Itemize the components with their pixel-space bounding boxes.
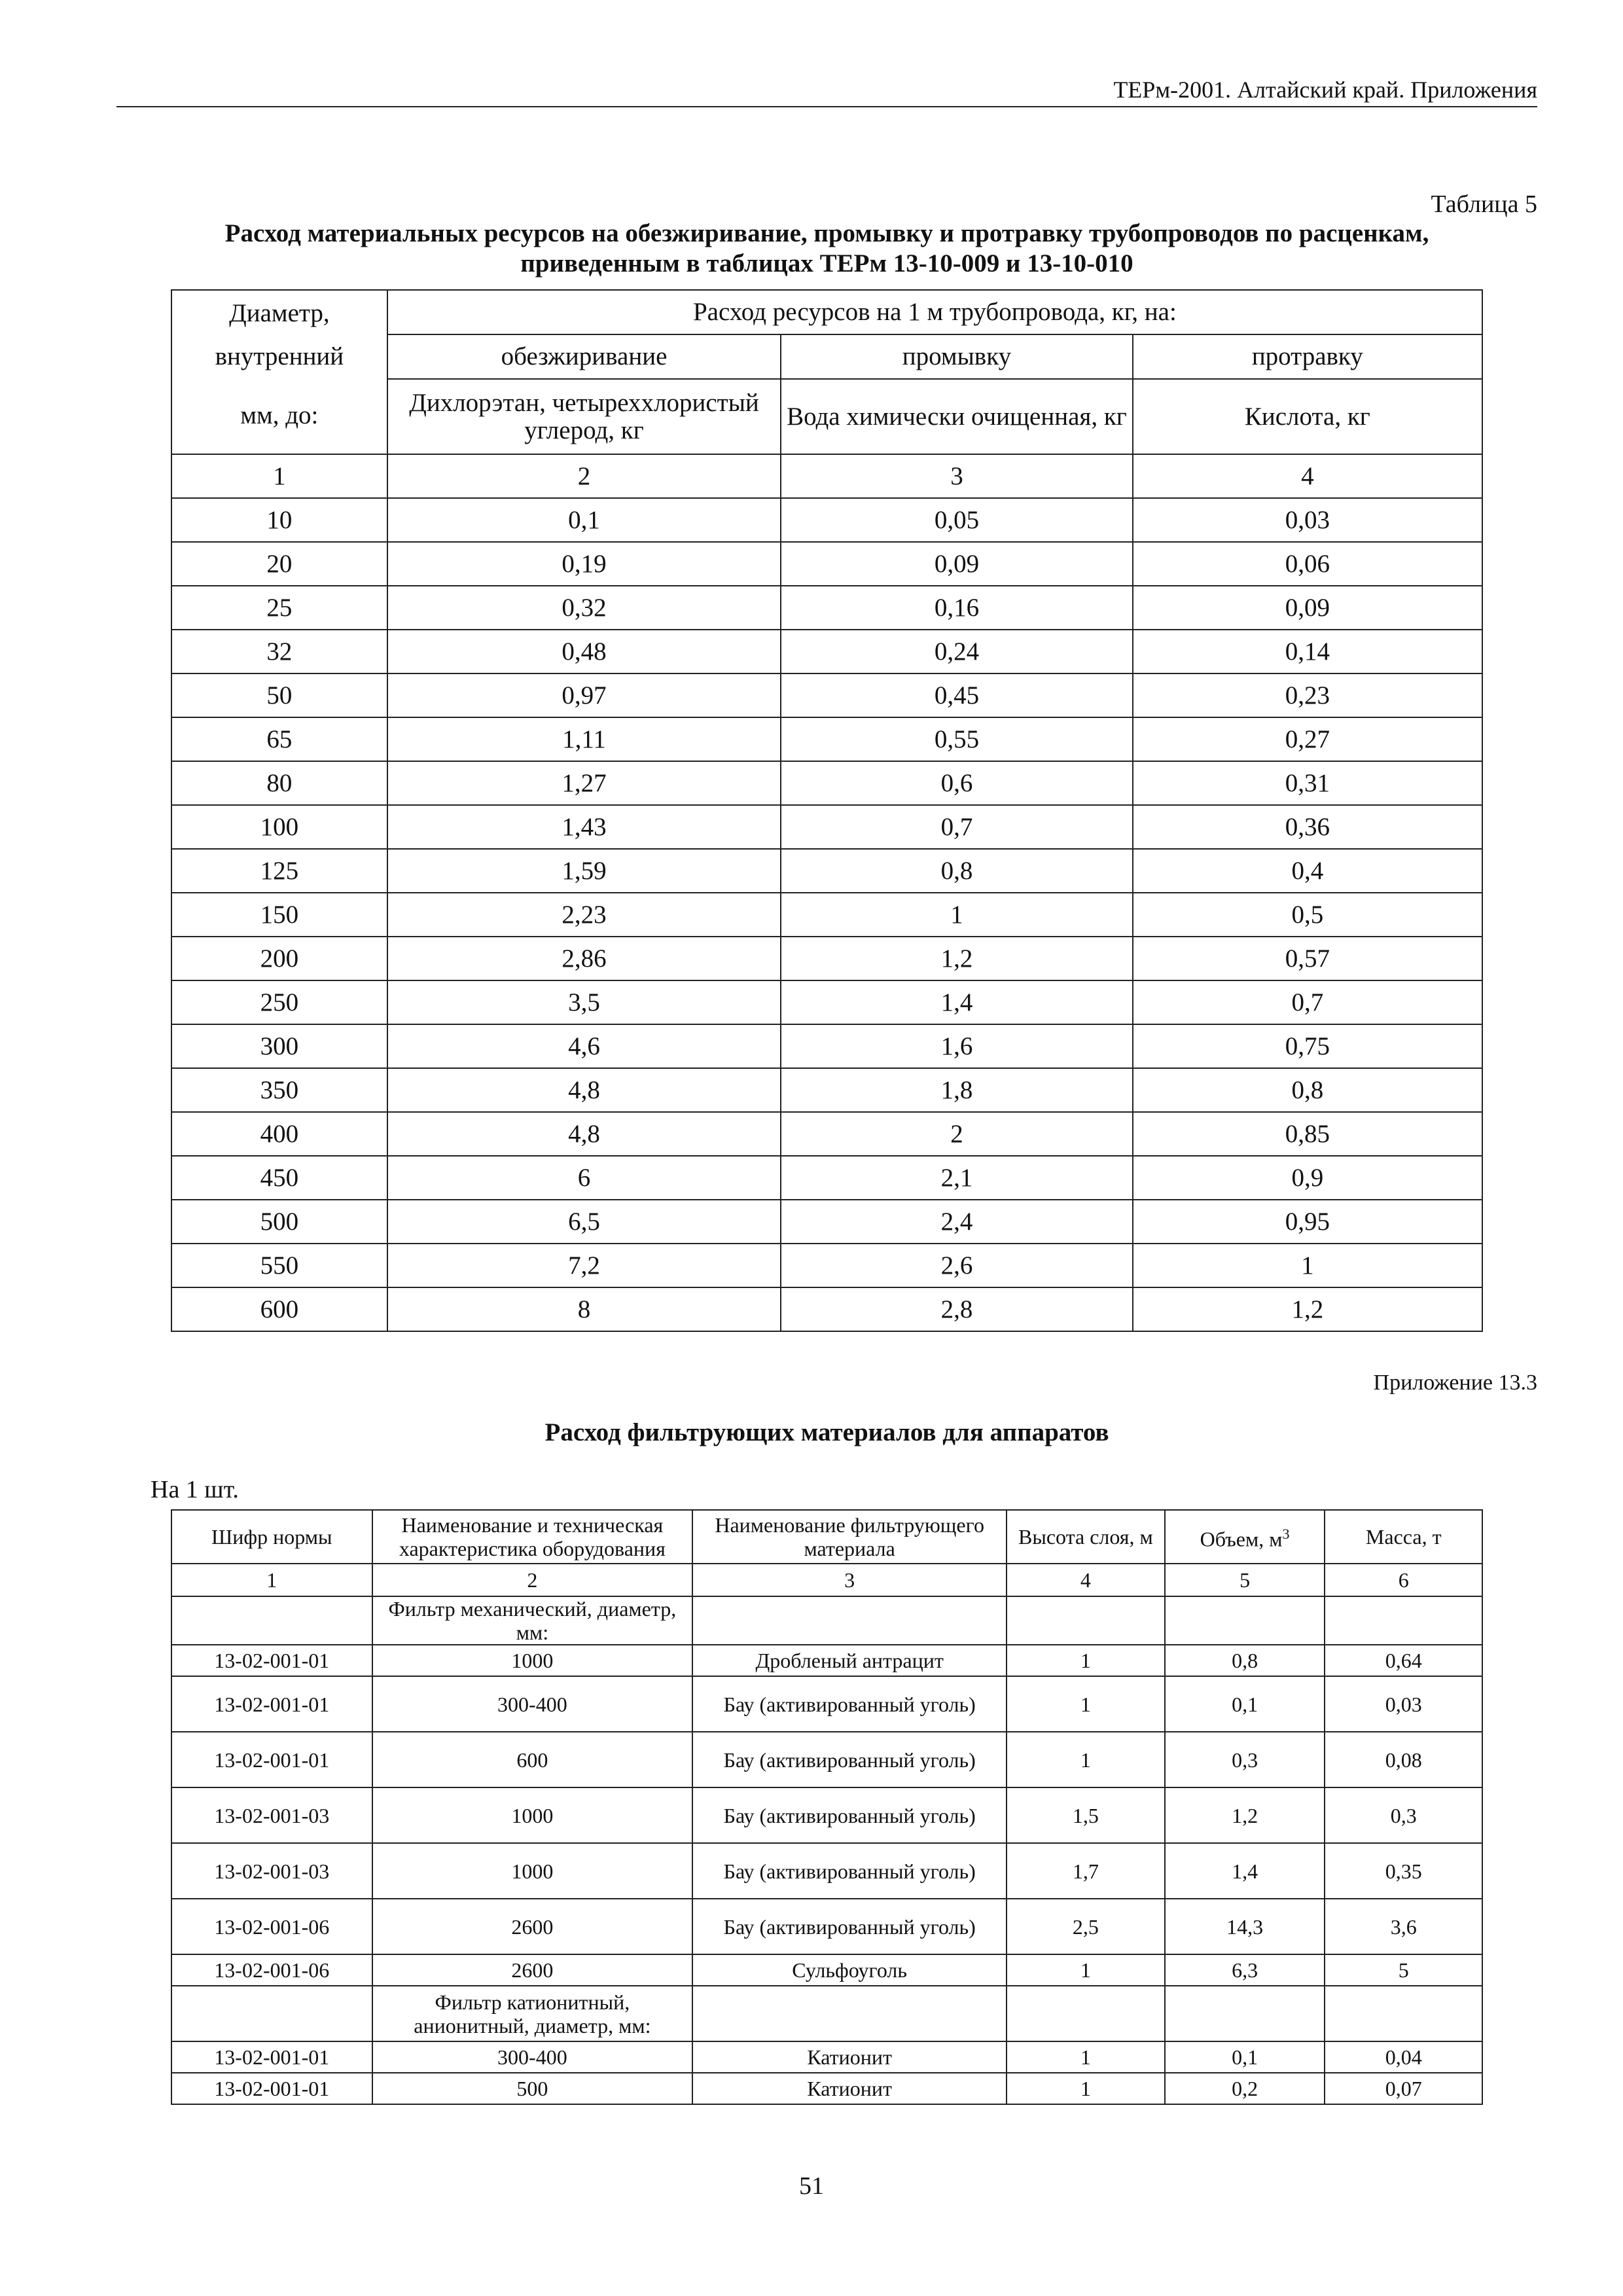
degreasing-cell: 0,97 (387, 673, 781, 717)
equipment-cell: 1000 (372, 1645, 693, 1676)
mass-cell: 0,04 (1325, 2041, 1482, 2073)
degreasing-cell: 0,48 (387, 630, 781, 673)
height-cell: 1 (1007, 1732, 1165, 1787)
appendix-label: Приложение 13.3 (1373, 1371, 1537, 1395)
height-cell: 1,5 (1007, 1787, 1165, 1843)
etching-cell: 1 (1133, 1244, 1482, 1287)
etching-cell: 0,36 (1133, 805, 1482, 849)
column-number: 6 (1325, 1564, 1482, 1596)
table-row (171, 717, 1482, 761)
equipment-cell: 300-400 (372, 2041, 693, 2073)
column-number: 4 (1007, 1564, 1165, 1596)
degreasing-cell: 2,23 (387, 893, 781, 937)
code-cell: 13-02-001-06 (171, 1899, 372, 1954)
equipment-cell: 1000 (372, 1787, 693, 1843)
table-row (171, 1732, 1482, 1787)
column-number: 2 (372, 1564, 693, 1596)
volume-header (1165, 1510, 1325, 1564)
table-row (171, 1112, 1482, 1156)
column-number: 4 (1133, 454, 1482, 498)
empty-cell (1007, 1596, 1165, 1645)
equipment-cell: 1000 (372, 1843, 693, 1899)
height-cell: 1 (1007, 2041, 1165, 2073)
diameter-cell: 350 (171, 1068, 387, 1112)
etching-cell: 0,5 (1133, 893, 1482, 937)
equipment-cell: 600 (372, 1732, 693, 1787)
table-row (171, 2073, 1482, 2104)
etching-cell: 0,57 (1133, 937, 1482, 980)
etching-cell: 0,14 (1133, 630, 1482, 673)
table-row (171, 586, 1482, 630)
section-row (171, 1986, 1482, 2041)
etching-cell: 0,06 (1133, 542, 1482, 586)
column-number: 3 (692, 1564, 1007, 1596)
diameter-header-line: мм, до: (240, 401, 319, 429)
table5-title-line1: Расход материальных ресурсов на обезжиривание, промывку и протравку трубопроводов по расценкам, (224, 219, 1429, 247)
height-cell: 1 (1007, 1676, 1165, 1732)
table-row (171, 849, 1482, 893)
degreasing-cell: 8 (387, 1287, 781, 1331)
volume-cell: 0,1 (1165, 1676, 1325, 1732)
height-cell: 1 (1007, 1645, 1165, 1676)
diameter-cell: 50 (171, 673, 387, 717)
table2-header-row (171, 1510, 1482, 1564)
diameter-header-line: внутренний (215, 342, 344, 370)
flushing-header: промывку (781, 334, 1132, 379)
mass-header: Масса, т (1325, 1510, 1482, 1564)
material-cell: Бау (активированный уголь) (692, 1899, 1007, 1954)
flushing-cell: 2,6 (781, 1244, 1132, 1287)
degreasing-cell: 0,32 (387, 586, 781, 630)
height-cell: 1,7 (1007, 1843, 1165, 1899)
table-row (171, 980, 1482, 1024)
flushing-cell: 0,45 (781, 673, 1132, 717)
table-row (171, 498, 1482, 542)
etching-cell: 0,23 (1133, 673, 1482, 717)
volume-cell: 0,8 (1165, 1645, 1325, 1676)
empty-cell (171, 1986, 372, 2041)
height-cell: 1 (1007, 1954, 1165, 1986)
table-row (171, 1645, 1482, 1676)
diameter-cell: 10 (171, 498, 387, 542)
degreasing-cell: 3,5 (387, 980, 781, 1024)
column-number: 1 (171, 454, 387, 498)
empty-cell (692, 1596, 1007, 1645)
degreasing-cell: 7,2 (387, 1244, 781, 1287)
equipment-header: Наименование и техническая характеристика оборудования (372, 1510, 693, 1564)
empty-cell (1165, 1986, 1325, 2041)
mass-cell: 0,07 (1325, 2073, 1482, 2104)
height-cell: 1 (1007, 2073, 1165, 2104)
etching-header: протравку (1133, 334, 1482, 379)
etching-material-header: Кислота, кг (1133, 379, 1482, 454)
volume-header-text: Объем, м (1200, 1527, 1283, 1551)
unit-note: На 1 шт. (151, 1476, 239, 1503)
flushing-material-header: Вода химически очищенная, кг (781, 379, 1132, 454)
table-row (171, 2041, 1482, 2073)
etching-cell: 0,09 (1133, 586, 1482, 630)
volume-cell: 1,4 (1165, 1843, 1325, 1899)
table-row (171, 1156, 1482, 1200)
volume-cell: 6,3 (1165, 1954, 1325, 1986)
empty-cell (1165, 1596, 1325, 1645)
table-row (171, 937, 1482, 980)
diameter-header-line: Диаметр, (229, 299, 330, 327)
column-number: 3 (781, 454, 1132, 498)
diameter-cell: 300 (171, 1024, 387, 1068)
table2-column-numbers-row (171, 1564, 1482, 1596)
mass-cell: 0,35 (1325, 1843, 1482, 1899)
degreasing-cell: 4,6 (387, 1024, 781, 1068)
flushing-cell: 1 (781, 893, 1132, 937)
degreasing-cell: 0,19 (387, 542, 781, 586)
table5 (171, 289, 1483, 1332)
diameter-cell: 500 (171, 1200, 387, 1244)
table-row (171, 673, 1482, 717)
flushing-cell: 1,4 (781, 980, 1132, 1024)
degreasing-cell: 0,1 (387, 498, 781, 542)
table5-title-line2: приведенным в таблицах ТЕРм 13-10-009 и 13-10-010 (520, 249, 1133, 278)
code-cell: 13-02-001-03 (171, 1787, 372, 1843)
flushing-cell: 0,8 (781, 849, 1132, 893)
empty-cell (1325, 1596, 1482, 1645)
material-cell: Бау (активированный уголь) (692, 1843, 1007, 1899)
volume-cell: 0,3 (1165, 1732, 1325, 1787)
diameter-cell: 150 (171, 893, 387, 937)
running-header-text: ТЕРм-2001. Алтайский край. Приложения (1113, 77, 1537, 103)
diameter-cell: 125 (171, 849, 387, 893)
table-row (171, 1899, 1482, 1954)
degreasing-material-header: Дихлорэтан, четыреххлористый углерод, кг (387, 379, 781, 454)
degreasing-cell: 6,5 (387, 1200, 781, 1244)
table-row (171, 1954, 1482, 1986)
flushing-cell: 1,6 (781, 1024, 1132, 1068)
height-cell: 2,5 (1007, 1899, 1165, 1954)
code-cell: 13-02-001-06 (171, 1954, 372, 1986)
flushing-cell: 0,6 (781, 761, 1132, 805)
mass-cell: 0,03 (1325, 1676, 1482, 1732)
table-row (171, 1068, 1482, 1112)
etching-cell: 0,85 (1133, 1112, 1482, 1156)
code-cell: 13-02-001-01 (171, 1645, 372, 1676)
etching-cell: 0,27 (1133, 717, 1482, 761)
material-cell: Катионит (692, 2073, 1007, 2104)
diameter-cell: 200 (171, 937, 387, 980)
degreasing-cell: 1,11 (387, 717, 781, 761)
flushing-cell: 2,8 (781, 1287, 1132, 1331)
degreasing-cell: 4,8 (387, 1112, 781, 1156)
etching-cell: 0,4 (1133, 849, 1482, 893)
degreasing-header: обезжиривание (387, 334, 781, 379)
flushing-cell: 0,24 (781, 630, 1132, 673)
degreasing-cell: 1,27 (387, 761, 781, 805)
code-header: Шифр нормы (171, 1510, 372, 1564)
diameter-cell: 450 (171, 1156, 387, 1200)
table-row (171, 1287, 1482, 1331)
diameter-cell: 20 (171, 542, 387, 586)
flushing-cell: 1,2 (781, 937, 1132, 980)
diameter-header (171, 290, 387, 454)
height-header: Высота слоя, м (1007, 1510, 1165, 1564)
volume-cell: 0,2 (1165, 2073, 1325, 2104)
volume-header-sup: 3 (1282, 1526, 1290, 1543)
section-row (171, 1596, 1482, 1645)
empty-cell (171, 1596, 372, 1645)
empty-cell (1325, 1986, 1482, 2041)
diameter-cell: 100 (171, 805, 387, 849)
column-number: 2 (387, 454, 781, 498)
diameter-cell: 80 (171, 761, 387, 805)
diameter-cell: 32 (171, 630, 387, 673)
table2 (171, 1509, 1483, 2105)
code-cell: 13-02-001-01 (171, 2073, 372, 2104)
equipment-cell: 300-400 (372, 1676, 693, 1732)
empty-cell (692, 1986, 1007, 2041)
diameter-cell: 550 (171, 1244, 387, 1287)
table5-title (116, 219, 1537, 279)
empty-cell (1007, 1986, 1165, 2041)
code-cell: 13-02-001-01 (171, 2041, 372, 2073)
degreasing-cell: 1,59 (387, 849, 781, 893)
table-row (171, 1787, 1482, 1843)
table-row (171, 1024, 1482, 1068)
etching-cell: 1,2 (1133, 1287, 1482, 1331)
table2-title: Расход фильтрующих материалов для аппаратов (544, 1418, 1109, 1446)
degreasing-cell: 6 (387, 1156, 781, 1200)
degreasing-cell: 4,8 (387, 1068, 781, 1112)
material-cell: Сульфоуголь (692, 1954, 1007, 1986)
equipment-cell: 2600 (372, 1954, 693, 1986)
material-header: Наименование фильтрующего материала (692, 1510, 1007, 1564)
mass-cell: 0,3 (1325, 1787, 1482, 1843)
volume-cell: 1,2 (1165, 1787, 1325, 1843)
code-cell: 13-02-001-01 (171, 1732, 372, 1787)
equipment-cell: 500 (372, 2073, 693, 2104)
diameter-cell: 250 (171, 980, 387, 1024)
material-cell: Бау (активированный уголь) (692, 1787, 1007, 1843)
flushing-cell: 0,16 (781, 586, 1132, 630)
code-cell: 13-02-001-03 (171, 1843, 372, 1899)
flushing-cell: 0,09 (781, 542, 1132, 586)
flushing-cell: 2 (781, 1112, 1132, 1156)
etching-cell: 0,7 (1133, 980, 1482, 1024)
code-cell: 13-02-001-01 (171, 1676, 372, 1732)
table-row (171, 805, 1482, 849)
flushing-cell: 0,7 (781, 805, 1132, 849)
table-row (171, 1244, 1482, 1287)
diameter-cell: 25 (171, 586, 387, 630)
flushing-cell: 2,1 (781, 1156, 1132, 1200)
volume-cell: 14,3 (1165, 1899, 1325, 1954)
material-cell: Катионит (692, 2041, 1007, 2073)
etching-cell: 0,03 (1133, 498, 1482, 542)
table-row (171, 1200, 1482, 1244)
etching-cell: 0,75 (1133, 1024, 1482, 1068)
table-row (171, 542, 1482, 586)
section-title: Фильтр механический, диаметр, мм: (372, 1596, 693, 1645)
column-number: 1 (171, 1564, 372, 1596)
equipment-cell: 2600 (372, 1899, 693, 1954)
mass-cell: 5 (1325, 1954, 1482, 1986)
flushing-cell: 0,05 (781, 498, 1132, 542)
table5-header-row (171, 290, 1482, 334)
material-cell: Бау (активированный уголь) (692, 1732, 1007, 1787)
flushing-cell: 0,55 (781, 717, 1132, 761)
table5-column-numbers-row (171, 454, 1482, 498)
etching-cell: 0,8 (1133, 1068, 1482, 1112)
column-number: 5 (1165, 1564, 1325, 1596)
table5-caption: Таблица 5 (1431, 190, 1537, 218)
degreasing-cell: 1,43 (387, 805, 781, 849)
resources-header: Расход ресурсов на 1 м трубопровода, кг, на: (387, 290, 1482, 334)
material-cell: Дробленый антрацит (692, 1645, 1007, 1676)
section-title: Фильтр катионитный, анионитный, диаметр, мм: (372, 1986, 693, 2041)
table-row (171, 1843, 1482, 1899)
etching-cell: 0,95 (1133, 1200, 1482, 1244)
mass-cell: 3,6 (1325, 1899, 1482, 1954)
diameter-cell: 600 (171, 1287, 387, 1331)
running-header (116, 73, 1537, 107)
diameter-cell: 65 (171, 717, 387, 761)
table-row (171, 893, 1482, 937)
table-row (171, 761, 1482, 805)
flushing-cell: 2,4 (781, 1200, 1132, 1244)
etching-cell: 0,31 (1133, 761, 1482, 805)
diameter-cell: 400 (171, 1112, 387, 1156)
table-row (171, 630, 1482, 673)
etching-cell: 0,9 (1133, 1156, 1482, 1200)
flushing-cell: 1,8 (781, 1068, 1132, 1112)
degreasing-cell: 2,86 (387, 937, 781, 980)
table-row (171, 1676, 1482, 1732)
material-cell: Бау (активированный уголь) (692, 1676, 1007, 1732)
volume-cell: 0,1 (1165, 2041, 1325, 2073)
page-number: 51 (799, 2172, 824, 2200)
mass-cell: 0,08 (1325, 1732, 1482, 1787)
mass-cell: 0,64 (1325, 1645, 1482, 1676)
